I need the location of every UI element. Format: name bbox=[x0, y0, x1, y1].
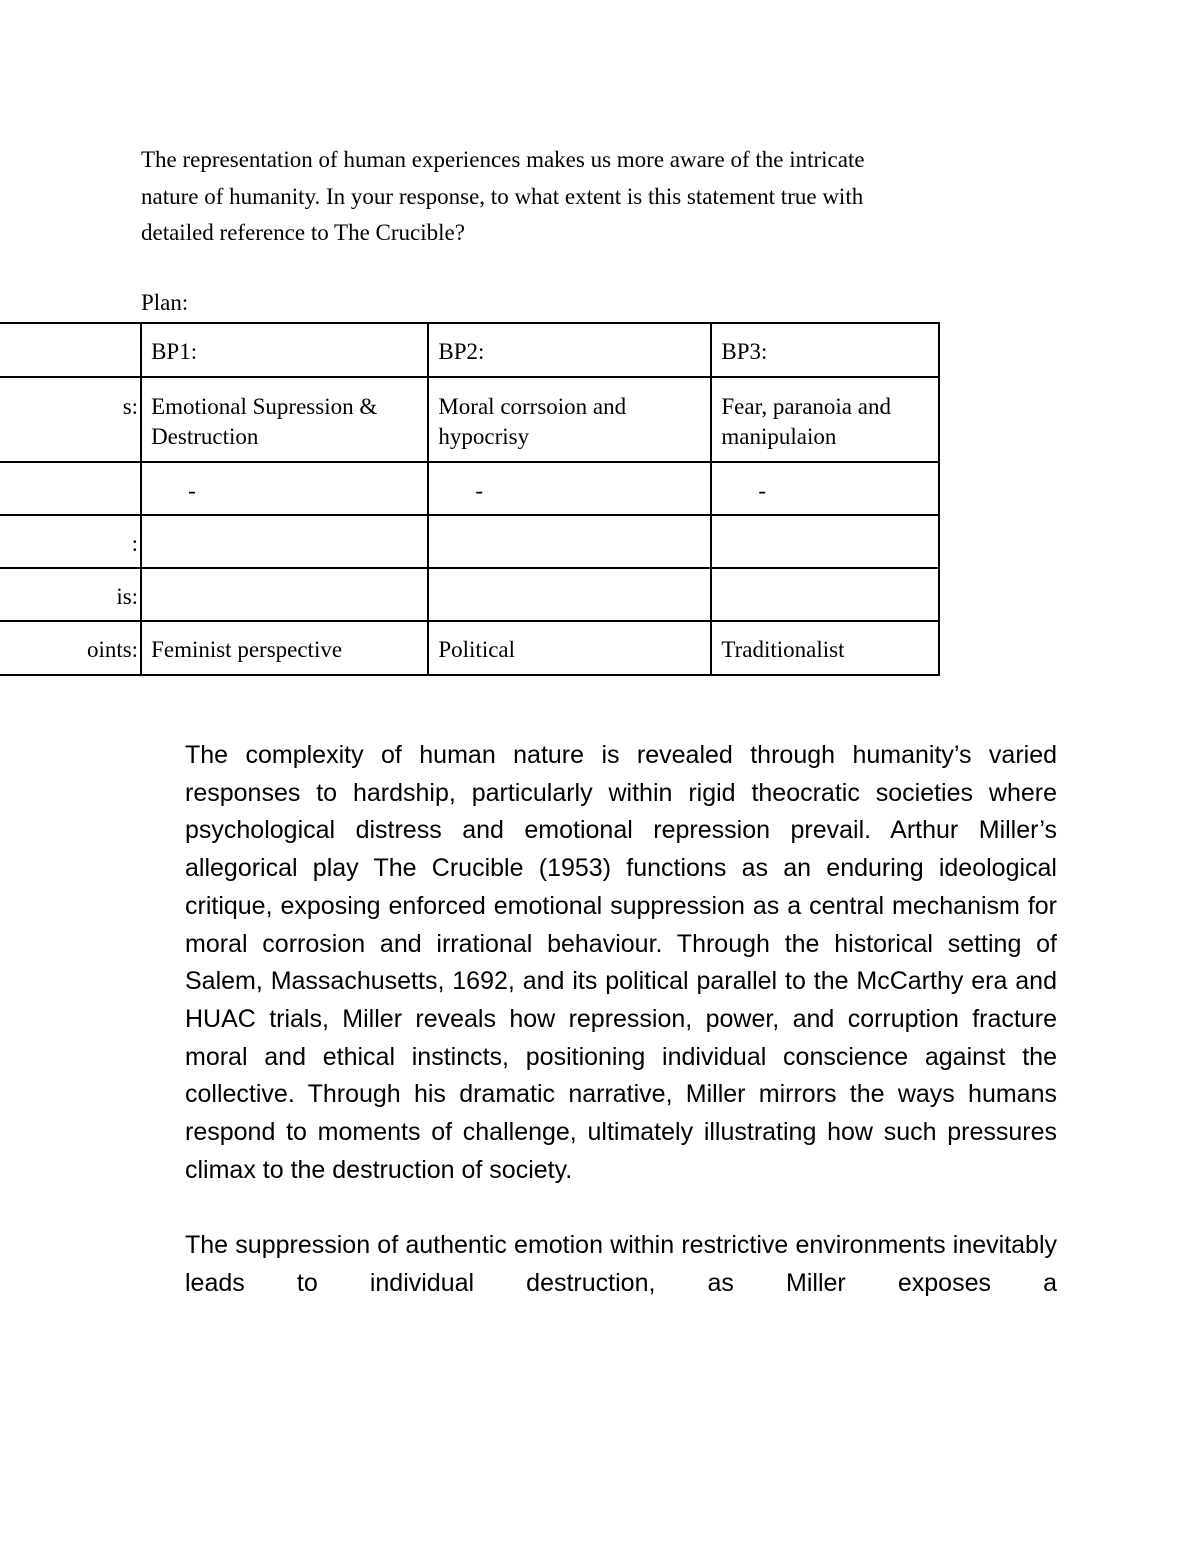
table-cell: Fear, paranoia and manipulaion bbox=[711, 377, 939, 462]
table-cell bbox=[428, 568, 711, 621]
row-label: is: bbox=[0, 568, 141, 621]
essay-paragraph: The suppression of authentic emotion within restrictive environments inevitably leads to individual destruction, as Miller exposes a bbox=[185, 1231, 1057, 1297]
table-cell: - bbox=[141, 462, 428, 515]
table-row bbox=[0, 323, 939, 377]
essay-prompt bbox=[141, 142, 1031, 252]
row-label bbox=[0, 462, 141, 515]
prompt-line: detailed reference to The Crucible? bbox=[141, 220, 465, 245]
table-cell bbox=[141, 515, 428, 568]
row-label: s: bbox=[0, 377, 141, 462]
row-label: : bbox=[0, 515, 141, 568]
plan-label: Plan: bbox=[141, 290, 189, 315]
essay-paragraph: The complexity of human nature is revealed through humanity’s varied responses to hardship, particularly within rigid theocratic societies where psychological distress and emotional repression prevail. Arthur Miller’s allegorical play The Crucible (1953) functions as an enduring ideological critique, exposing enforced emotional suppression as a central mechanism for moral corrosion and irrational behaviour. Through the historical setting of Salem, Massachusetts, 1692, and its political parallel to the McCarthy era and HUAC trials, Miller reveals how repression, power, and corruption fracture moral and ethical instincts, positioning individual conscience against the collective. Through his dramatic narrative, Miller mirrors the ways humans respond to moments of challenge, ultimately illustrating how such pressures climax to the destruction of society. bbox=[185, 741, 1057, 1184]
table-row bbox=[0, 377, 939, 462]
table-cell bbox=[428, 515, 711, 568]
table-cell: BP1: bbox=[141, 323, 428, 377]
row-label bbox=[0, 323, 141, 377]
table-cell: BP2: bbox=[428, 323, 711, 377]
table-cell: Moral corrsoion and hypocrisy bbox=[428, 377, 711, 462]
prompt-line: The representation of human experiences makes us more aware of the intricate bbox=[141, 147, 865, 172]
table-cell: Political bbox=[428, 621, 711, 675]
table-cell: BP3: bbox=[711, 323, 939, 377]
table-row bbox=[0, 568, 939, 621]
prompt-line: nature of humanity. In your response, to what extent is this statement true with bbox=[141, 183, 864, 209]
table-cell: Feminist perspective bbox=[141, 621, 428, 675]
table-cell: - bbox=[711, 462, 939, 515]
essay-body bbox=[185, 737, 1057, 1303]
table-cell: - bbox=[428, 462, 711, 515]
table-row bbox=[0, 621, 939, 675]
row-label: oints: bbox=[0, 621, 141, 675]
table-row bbox=[0, 515, 939, 568]
table-cell bbox=[711, 568, 939, 621]
table-cell: Emotional Supression & Destruction bbox=[141, 377, 428, 462]
plan-table bbox=[0, 322, 940, 676]
table-cell bbox=[141, 568, 428, 621]
table-cell: Traditionalist bbox=[711, 621, 939, 675]
table-cell bbox=[711, 515, 939, 568]
table-row bbox=[0, 462, 939, 515]
